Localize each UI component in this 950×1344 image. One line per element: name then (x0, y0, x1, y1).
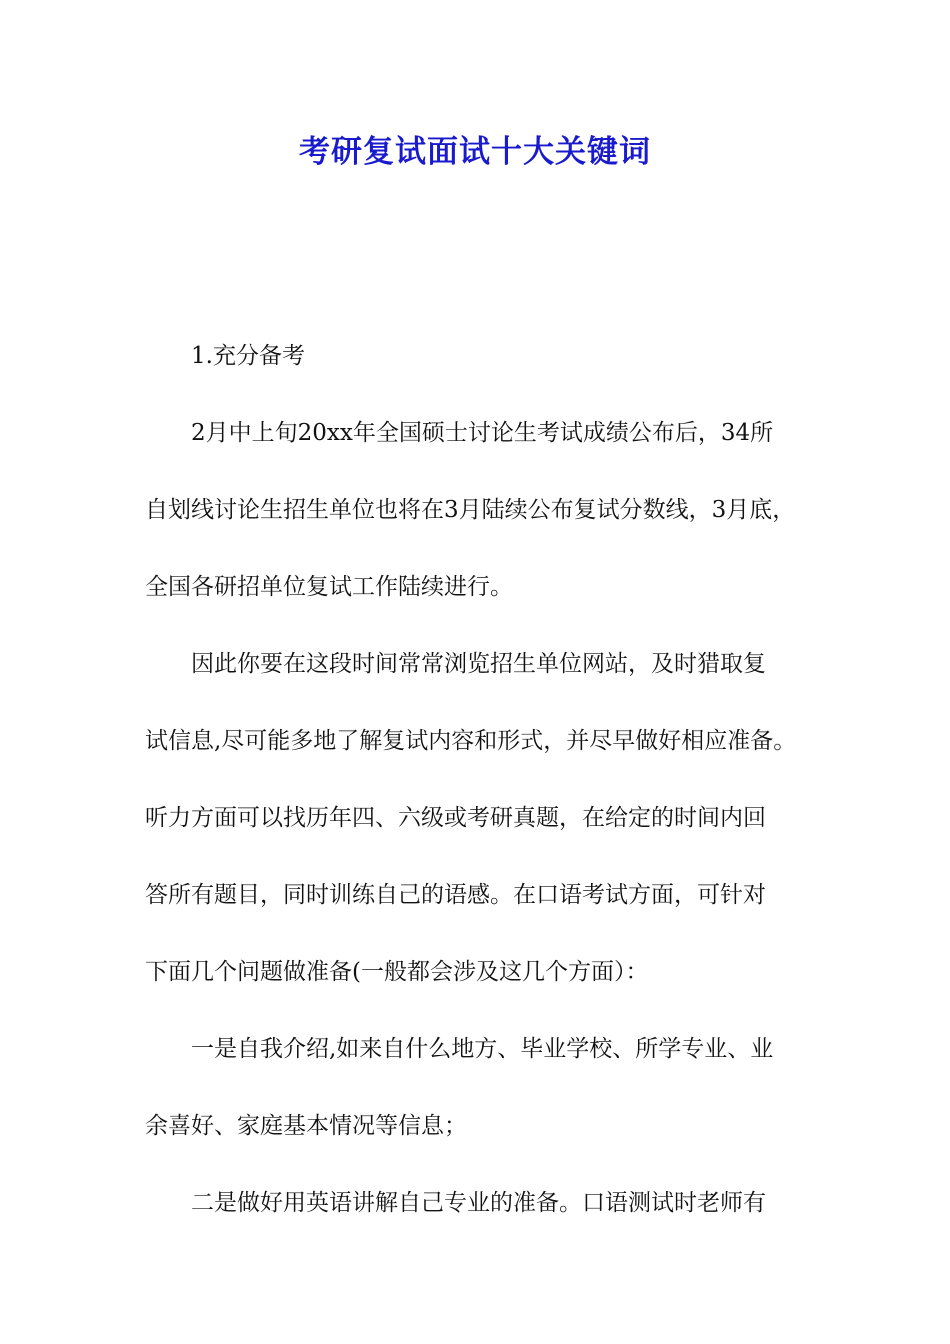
heading-line-1: 1.充分备考 (191, 343, 305, 369)
text-line-8: 答所有题目，同时训练自己的语感。在口语考试方面，可针对 (145, 882, 766, 908)
text-line-3: 自划线讨论生招生单位也将在3月陆续公布复试分数线，3月底， (145, 497, 796, 523)
text-line-11: 余喜好、家庭基本情况等信息； (145, 1113, 467, 1139)
document-title: 考研复试面试十大关键词 (299, 134, 651, 170)
text-line-9: 下面几个问题做准备(一般都会涉及这几个方面）： (145, 959, 649, 985)
text-line-7: 听力方面可以找历年四、六级或考研真题，在给定的时间内回 (145, 805, 766, 831)
text-line-2: 2月中上旬20xx年全国硕士讨论生考试成绩公布后，34所 (191, 420, 774, 446)
document-body (145, 332, 810, 1227)
text-line-10: 一是自我介绍,如来自什么地方、毕业学校、所学专业、业 (191, 1036, 774, 1062)
text-line-6: 试信息,尽可能多地了解复试内容和形式，并尽早做好相应准备。 (145, 728, 797, 754)
text-line-4: 全国各研招单位复试工作陆续进行。 (145, 574, 513, 600)
text-line-5: 因此你要在这段时间常常浏览招生单位网站，及时猎取复 (191, 651, 766, 677)
text-line-12: 二是做好用英语讲解自己专业的准备。口语测试时老师有 (191, 1190, 766, 1216)
